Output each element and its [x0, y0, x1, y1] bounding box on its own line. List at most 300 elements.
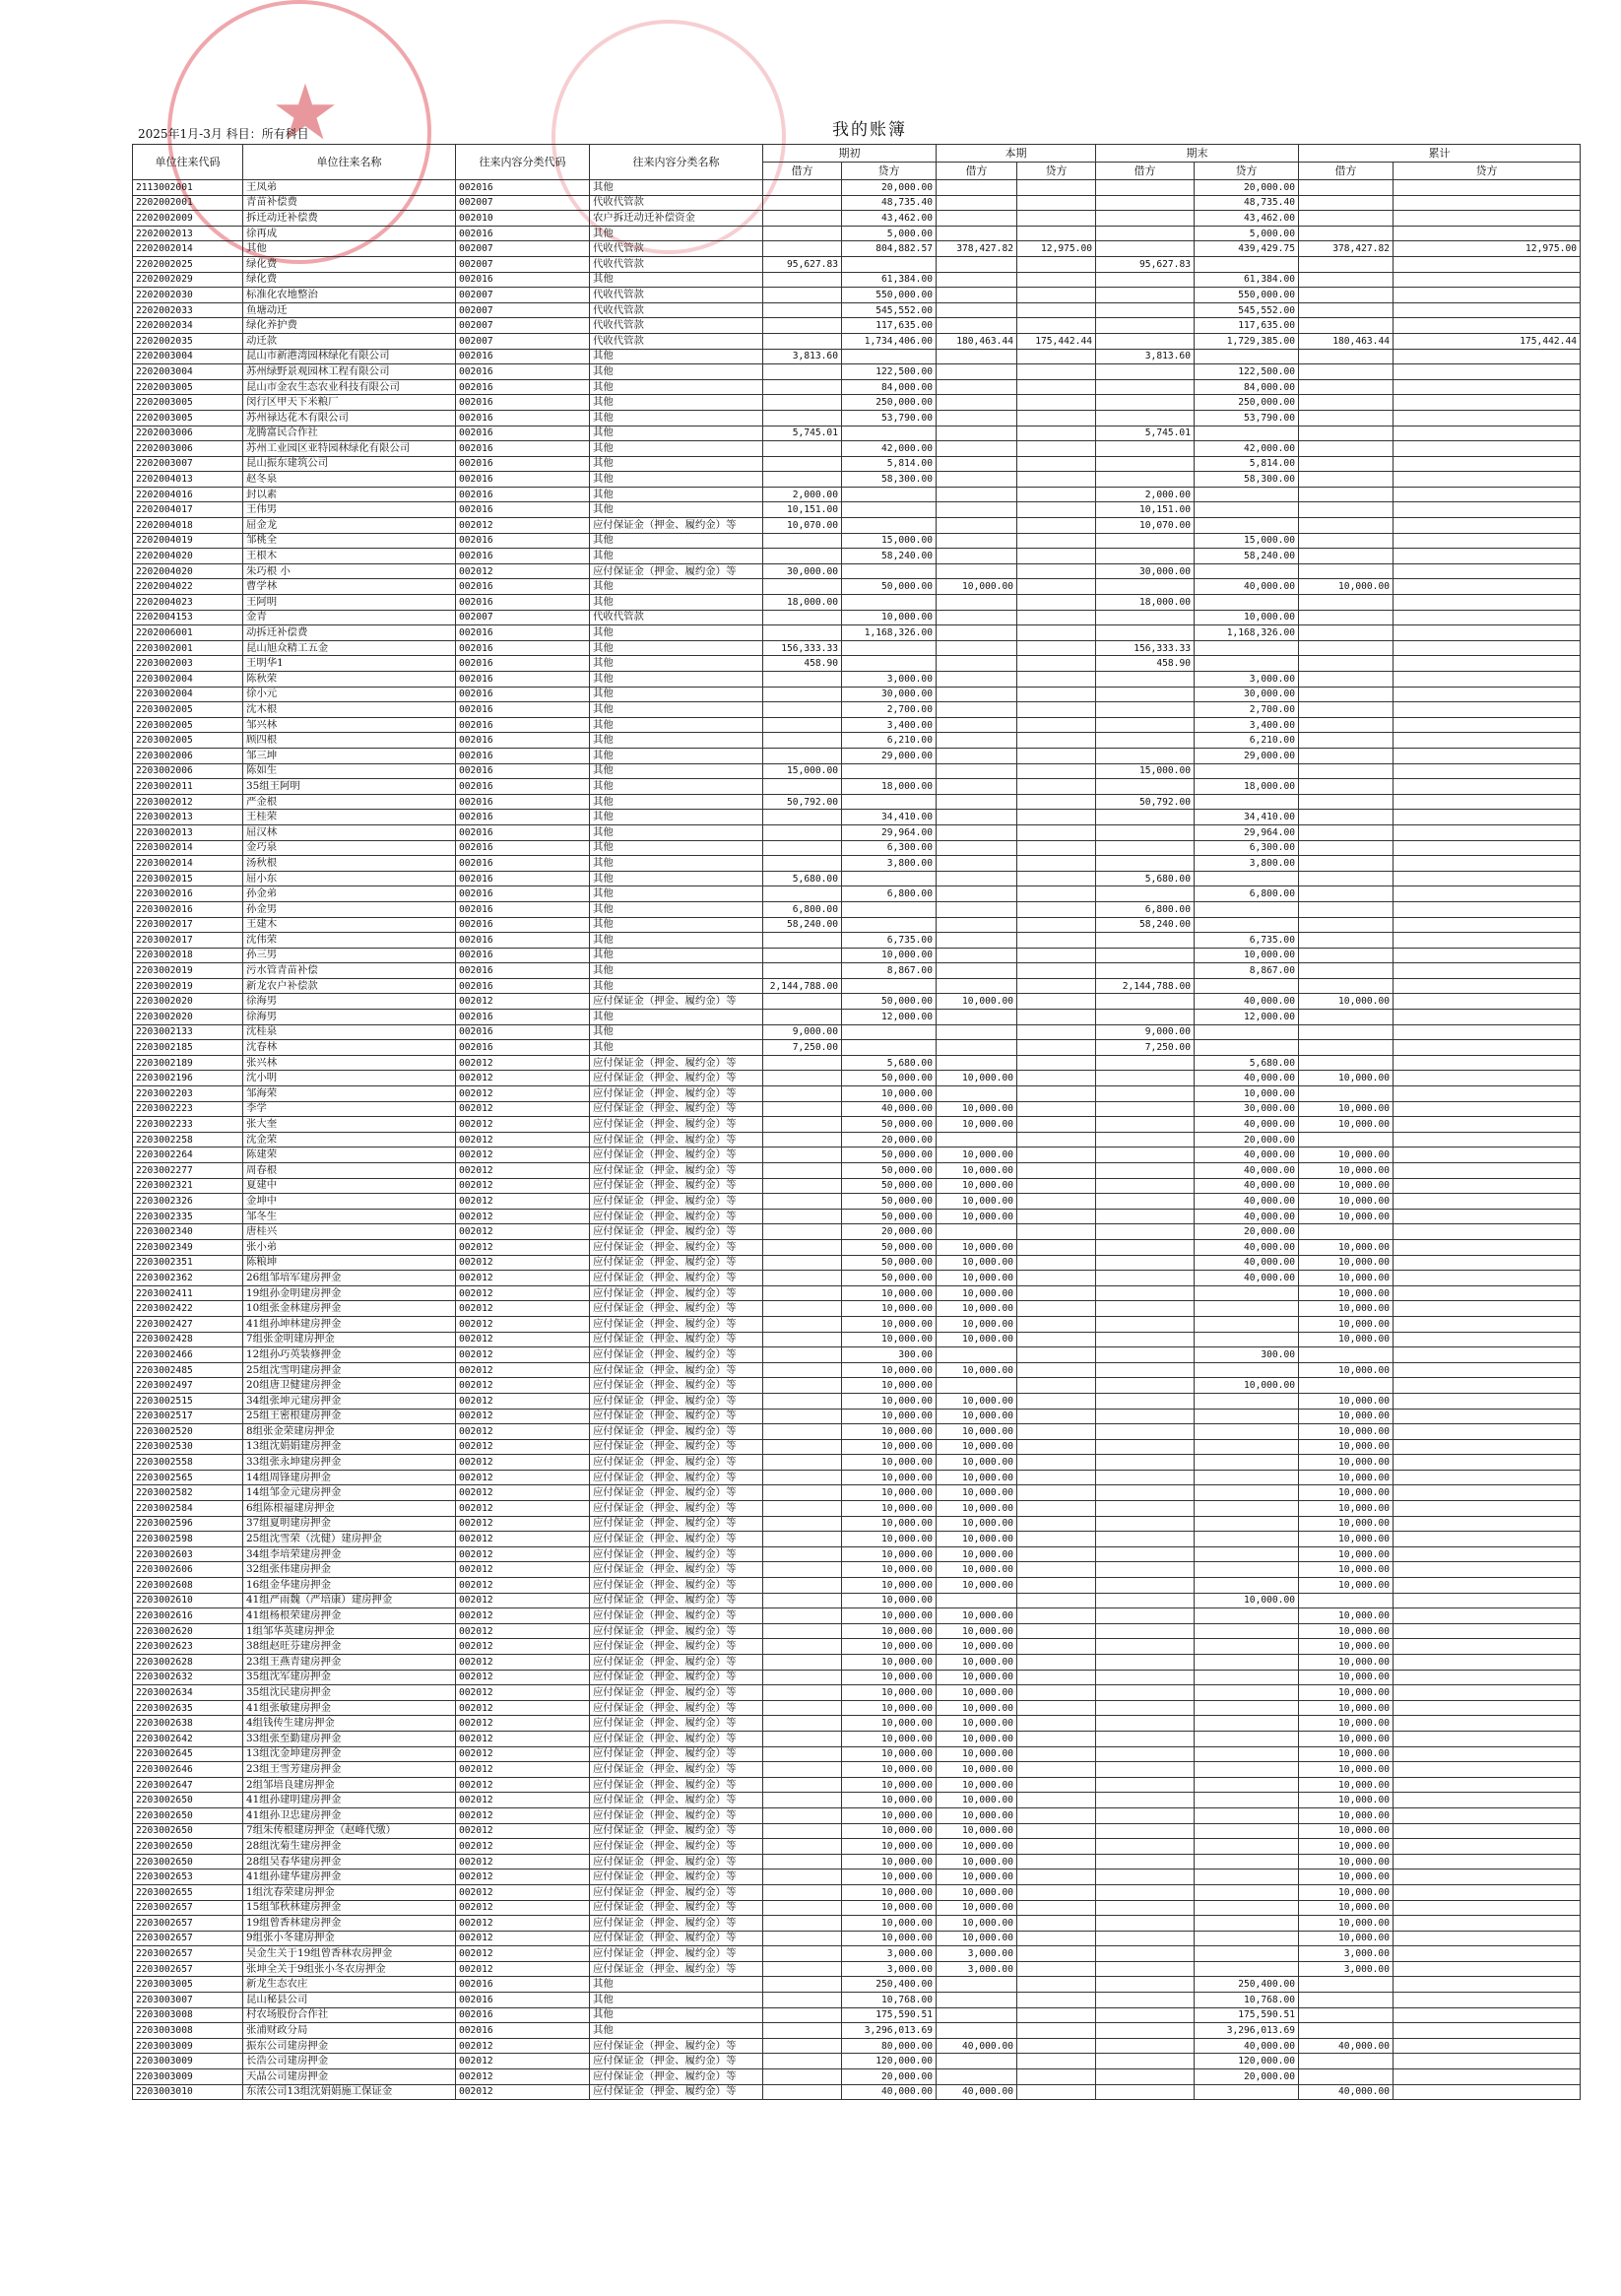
cumulative-debit-cell — [1299, 395, 1394, 411]
cumulative-debit-cell: 10,000.00 — [1299, 1546, 1394, 1562]
opening-debit-cell: 5,680.00 — [763, 871, 842, 886]
table-row — [133, 1117, 1581, 1133]
unit-code-cell: 2203002340 — [133, 1224, 243, 1240]
current-credit-cell — [1017, 2007, 1096, 2023]
opening-credit-cell: 53,790.00 — [842, 410, 937, 426]
unit-code-cell: 2203002015 — [133, 871, 243, 886]
table-row — [133, 702, 1581, 718]
closing-credit-cell: 439,429.75 — [1195, 241, 1299, 257]
category-name-cell: 其他 — [590, 978, 763, 994]
cumulative-debit-cell — [1299, 563, 1394, 579]
category-code-cell: 002012 — [456, 1900, 590, 1916]
unit-code-cell: 2203002011 — [133, 779, 243, 795]
opening-credit-cell: 10,000.00 — [842, 1900, 937, 1916]
unit-code-cell: 2203003009 — [133, 2069, 243, 2085]
unit-name-cell: 4组钱传生建房押金 — [243, 1716, 456, 1732]
current-credit-cell — [1017, 1562, 1096, 1578]
unit-name-cell: 沈金荣 — [243, 1132, 456, 1148]
current-credit-cell — [1017, 1993, 1096, 2008]
table-row — [133, 563, 1581, 579]
current-debit-cell: 10,000.00 — [937, 1546, 1017, 1562]
unit-name-cell: 苏州禄达花木有限公司 — [243, 410, 456, 426]
category-code-cell: 002016 — [456, 702, 590, 718]
unit-code-cell: 2203002335 — [133, 1209, 243, 1224]
closing-debit-cell — [1096, 1378, 1195, 1394]
cumulative-debit-cell: 10,000.00 — [1299, 1178, 1394, 1194]
current-credit-cell — [1017, 1148, 1096, 1163]
cumulative-debit-cell: 10,000.00 — [1299, 1716, 1394, 1732]
opening-debit-cell — [763, 379, 842, 395]
unit-name-cell: 沈木根 — [243, 702, 456, 718]
unit-name-cell: 33组张永坤建房押金 — [243, 1455, 456, 1471]
opening-credit-cell: 10,000.00 — [842, 1793, 937, 1808]
current-credit-cell — [1017, 1823, 1096, 1839]
table-row — [133, 672, 1581, 688]
category-name-cell: 应付保证金（押金、履约金）等 — [590, 1731, 763, 1746]
cumulative-credit-cell — [1394, 871, 1581, 886]
table-row — [133, 1194, 1581, 1210]
cumulative-debit-cell: 40,000.00 — [1299, 2038, 1394, 2054]
category-code-cell: 002016 — [456, 502, 590, 518]
category-name-cell: 应付保证金（押金、履约金）等 — [590, 1055, 763, 1071]
current-credit-cell — [1017, 1977, 1096, 1993]
closing-credit-cell: 61,384.00 — [1195, 272, 1299, 288]
cumulative-credit-cell — [1394, 1746, 1581, 1762]
cumulative-debit-cell: 10,000.00 — [1299, 1117, 1394, 1133]
opening-debit-cell — [763, 2038, 842, 2054]
current-credit-cell — [1017, 318, 1096, 334]
category-code-cell: 002012 — [456, 994, 590, 1010]
unit-name-cell: 顾四根 — [243, 733, 456, 749]
current-credit-cell — [1017, 2023, 1096, 2039]
opening-credit-cell: 10,000.00 — [842, 1685, 937, 1701]
unit-name-cell: 7组张金明建房押金 — [243, 1332, 456, 1347]
closing-debit-cell — [1096, 1255, 1195, 1271]
opening-credit-cell: 80,000.00 — [842, 2038, 937, 2054]
opening-debit-cell — [763, 625, 842, 641]
category-name-cell: 代收代管款 — [590, 241, 763, 257]
opening-credit-cell: 50,000.00 — [842, 1255, 937, 1271]
current-debit-cell — [937, 702, 1017, 718]
cumulative-credit-cell — [1394, 794, 1581, 810]
closing-credit-cell: 58,300.00 — [1195, 472, 1299, 488]
opening-debit-cell — [763, 180, 842, 196]
opening-credit-cell: 10,000.00 — [842, 1762, 937, 1778]
category-name-cell: 其他 — [590, 441, 763, 457]
unit-code-cell: 2203002411 — [133, 1285, 243, 1301]
table-row — [133, 978, 1581, 994]
opening-credit-cell — [842, 978, 937, 994]
cumulative-debit-cell: 10,000.00 — [1299, 1777, 1394, 1793]
category-code-cell: 002016 — [456, 487, 590, 502]
category-code-cell: 002016 — [456, 180, 590, 196]
table-row — [133, 656, 1581, 672]
table-row — [133, 794, 1581, 810]
category-name-cell: 应付保证金（押金、履约金）等 — [590, 1332, 763, 1347]
current-credit-cell — [1017, 1285, 1096, 1301]
current-debit-cell — [937, 933, 1017, 949]
category-name-cell: 应付保证金（押金、履约金）等 — [590, 1132, 763, 1148]
table-row — [133, 1255, 1581, 1271]
table-row — [133, 948, 1581, 963]
ledger-table — [132, 144, 1581, 2100]
table-row — [133, 1532, 1581, 1547]
closing-debit-cell — [1096, 2069, 1195, 2085]
header-cumulative: 累计 — [1299, 145, 1581, 163]
cumulative-credit-cell — [1394, 717, 1581, 733]
category-name-cell: 代收代管款 — [590, 256, 763, 272]
category-name-cell: 其他 — [590, 656, 763, 672]
cumulative-credit-cell — [1394, 549, 1581, 564]
table-row — [133, 1608, 1581, 1624]
category-code-cell: 002012 — [456, 1455, 590, 1471]
category-code-cell: 002012 — [456, 1086, 590, 1102]
current-debit-cell — [937, 302, 1017, 318]
unit-name-cell: 闵行区甲天下米粮厂 — [243, 395, 456, 411]
cumulative-debit-cell — [1299, 502, 1394, 518]
closing-credit-cell: 6,210.00 — [1195, 733, 1299, 749]
closing-credit-cell: 5,680.00 — [1195, 1055, 1299, 1071]
current-credit-cell — [1017, 1055, 1096, 1071]
current-credit-cell — [1017, 1516, 1096, 1532]
current-credit-cell — [1017, 1793, 1096, 1808]
cumulative-debit-cell — [1299, 687, 1394, 702]
unit-code-cell: 2203002635 — [133, 1700, 243, 1716]
current-credit-cell — [1017, 963, 1096, 979]
opening-credit-cell: 20,000.00 — [842, 1132, 937, 1148]
current-debit-cell: 10,000.00 — [937, 1532, 1017, 1547]
category-code-cell: 002016 — [456, 871, 590, 886]
cumulative-credit-cell — [1394, 1178, 1581, 1194]
current-debit-cell — [937, 441, 1017, 457]
unit-name-cell: 封以素 — [243, 487, 456, 502]
unit-code-cell: 2203002634 — [133, 1685, 243, 1701]
opening-debit-cell — [763, 1424, 842, 1440]
unit-code-cell: 2202002014 — [133, 241, 243, 257]
category-name-cell: 代收代管款 — [590, 318, 763, 334]
category-name-cell: 其他 — [590, 917, 763, 933]
category-name-cell: 应付保证金（押金、履约金）等 — [590, 1071, 763, 1086]
table-row — [133, 288, 1581, 303]
unit-code-cell: 2203002596 — [133, 1516, 243, 1532]
closing-credit-cell: 20,000.00 — [1195, 180, 1299, 196]
category-name-cell: 其他 — [590, 349, 763, 364]
closing-debit-cell — [1096, 1485, 1195, 1501]
current-debit-cell: 3,000.00 — [937, 1946, 1017, 1962]
table-row — [133, 687, 1581, 702]
closing-debit-cell — [1096, 395, 1195, 411]
unit-name-cell: 15组邹秋林建房押金 — [243, 1900, 456, 1916]
unit-name-cell: 昆山市金农生态农业科技有限公司 — [243, 379, 456, 395]
closing-debit-cell: 10,151.00 — [1096, 502, 1195, 518]
table-row — [133, 1655, 1581, 1671]
current-debit-cell — [937, 672, 1017, 688]
closing-credit-cell: 40,000.00 — [1195, 1071, 1299, 1086]
opening-credit-cell — [842, 871, 937, 886]
unit-code-cell: 2203002005 — [133, 717, 243, 733]
header-credit: 贷方 — [1195, 163, 1299, 180]
category-name-cell: 应付保证金（押金、履约金）等 — [590, 1961, 763, 1977]
opening-credit-cell: 10,000.00 — [842, 1807, 937, 1823]
unit-code-cell: 2203002258 — [133, 1132, 243, 1148]
category-code-cell: 002010 — [456, 211, 590, 227]
current-credit-cell — [1017, 1255, 1096, 1271]
category-name-cell: 应付保证金（押金、履约金）等 — [590, 1485, 763, 1501]
category-name-cell: 其他 — [590, 901, 763, 917]
category-name-cell: 其他 — [590, 702, 763, 718]
closing-debit-cell — [1096, 1424, 1195, 1440]
unit-name-cell: 沈伟荣 — [243, 933, 456, 949]
category-code-cell: 002007 — [456, 195, 590, 211]
table-row — [133, 256, 1581, 272]
opening-debit-cell — [763, 1485, 842, 1501]
category-name-cell: 应付保证金（押金、履约金）等 — [590, 1316, 763, 1332]
category-code-cell: 002016 — [456, 640, 590, 656]
cumulative-credit-cell — [1394, 1071, 1581, 1086]
closing-debit-cell — [1096, 1716, 1195, 1732]
opening-credit-cell: 10,000.00 — [842, 1086, 937, 1102]
current-debit-cell — [937, 717, 1017, 733]
unit-code-cell: 2202002030 — [133, 288, 243, 303]
unit-code-cell: 2202003006 — [133, 441, 243, 457]
unit-name-cell: 邹冬生 — [243, 1209, 456, 1224]
closing-credit-cell — [1195, 1884, 1299, 1900]
closing-credit-cell — [1195, 1470, 1299, 1485]
opening-credit-cell: 10,768.00 — [842, 1993, 937, 2008]
category-name-cell: 其他 — [590, 794, 763, 810]
cumulative-debit-cell — [1299, 256, 1394, 272]
cumulative-debit-cell — [1299, 288, 1394, 303]
unit-code-cell: 2203002223 — [133, 1101, 243, 1117]
current-debit-cell: 10,000.00 — [937, 1931, 1017, 1946]
category-code-cell: 002016 — [456, 779, 590, 795]
cumulative-debit-cell: 378,427.82 — [1299, 241, 1394, 257]
unit-name-cell: 37组夏明建房押金 — [243, 1516, 456, 1532]
category-code-cell: 002016 — [456, 1024, 590, 1040]
table-row — [133, 1516, 1581, 1532]
table-row — [133, 2023, 1581, 2039]
unit-code-cell: 2203002657 — [133, 1931, 243, 1946]
opening-credit-cell: 84,000.00 — [842, 379, 937, 395]
closing-debit-cell — [1096, 1455, 1195, 1471]
opening-credit-cell: 50,000.00 — [842, 1148, 937, 1163]
unit-code-cell: 2203002657 — [133, 1900, 243, 1916]
closing-credit-cell: 18,000.00 — [1195, 779, 1299, 795]
closing-debit-cell — [1096, 1807, 1195, 1823]
closing-debit-cell — [1096, 1931, 1195, 1946]
unit-code-cell: 2203002019 — [133, 978, 243, 994]
current-debit-cell — [937, 656, 1017, 672]
closing-debit-cell — [1096, 672, 1195, 688]
period-subject-line: 2025年1月-3月 科目：所有科目 — [138, 127, 309, 141]
closing-credit-cell — [1195, 1807, 1299, 1823]
category-name-cell: 应付保证金（押金、履约金）等 — [590, 1685, 763, 1701]
table-row — [133, 933, 1581, 949]
opening-debit-cell — [763, 994, 842, 1010]
cumulative-credit-cell — [1394, 395, 1581, 411]
cumulative-credit-cell — [1394, 1854, 1581, 1870]
category-code-cell: 002012 — [456, 1271, 590, 1286]
current-debit-cell: 10,000.00 — [937, 1731, 1017, 1746]
table-row — [133, 1086, 1581, 1102]
closing-debit-cell — [1096, 1685, 1195, 1701]
opening-debit-cell: 30,000.00 — [763, 563, 842, 579]
current-debit-cell: 10,000.00 — [937, 1501, 1017, 1517]
category-name-cell: 其他 — [590, 625, 763, 641]
table-row — [133, 840, 1581, 856]
table-row — [133, 1178, 1581, 1194]
closing-debit-cell — [1096, 1224, 1195, 1240]
unit-code-cell: 2203002003 — [133, 656, 243, 672]
unit-code-cell: 2203002005 — [133, 733, 243, 749]
category-name-cell: 其他 — [590, 487, 763, 502]
cumulative-debit-cell: 10,000.00 — [1299, 1793, 1394, 1808]
unit-code-cell: 2203002530 — [133, 1439, 243, 1455]
cumulative-credit-cell — [1394, 226, 1581, 241]
opening-debit-cell: 95,627.83 — [763, 256, 842, 272]
cumulative-debit-cell: 10,000.00 — [1299, 1501, 1394, 1517]
current-credit-cell — [1017, 595, 1096, 611]
current-credit-cell — [1017, 779, 1096, 795]
opening-debit-cell — [763, 687, 842, 702]
category-code-cell: 002016 — [456, 395, 590, 411]
unit-name-cell: 标准化农地整治 — [243, 288, 456, 303]
category-code-cell: 002016 — [456, 226, 590, 241]
unit-name-cell: 14组周锋建房押金 — [243, 1470, 456, 1485]
current-credit-cell — [1017, 180, 1096, 196]
category-name-cell: 其他 — [590, 748, 763, 763]
category-name-cell: 其他 — [590, 502, 763, 518]
current-debit-cell: 10,000.00 — [937, 1516, 1017, 1532]
opening-credit-cell: 10,000.00 — [842, 1746, 937, 1762]
closing-debit-cell — [1096, 1010, 1195, 1025]
cumulative-credit-cell — [1394, 1777, 1581, 1793]
opening-credit-cell: 10,000.00 — [842, 948, 937, 963]
closing-debit-cell — [1096, 963, 1195, 979]
current-debit-cell: 10,000.00 — [937, 1071, 1017, 1086]
current-debit-cell: 10,000.00 — [937, 1900, 1017, 1916]
category-code-cell: 002016 — [456, 840, 590, 856]
opening-debit-cell — [763, 702, 842, 718]
unit-code-cell: 2203002655 — [133, 1884, 243, 1900]
category-name-cell: 应付保证金（押金、履约金）等 — [590, 2038, 763, 2054]
closing-debit-cell — [1096, 1178, 1195, 1194]
unit-name-cell: 25组沈雪明建房押金 — [243, 1362, 456, 1378]
current-credit-cell — [1017, 1961, 1096, 1977]
category-code-cell: 002012 — [456, 563, 590, 579]
unit-name-cell: 昆山秘县公司 — [243, 1993, 456, 2008]
opening-debit-cell — [763, 1793, 842, 1808]
unit-code-cell: 2203002650 — [133, 1807, 243, 1823]
category-code-cell: 002012 — [456, 1332, 590, 1347]
opening-credit-cell: 6,800.00 — [842, 886, 937, 902]
current-credit-cell — [1017, 1884, 1096, 1900]
cumulative-debit-cell: 3,000.00 — [1299, 1946, 1394, 1962]
cumulative-debit-cell: 10,000.00 — [1299, 1639, 1394, 1655]
opening-credit-cell: 5,680.00 — [842, 1055, 937, 1071]
table-row — [133, 364, 1581, 380]
current-debit-cell — [937, 318, 1017, 334]
current-debit-cell — [937, 226, 1017, 241]
category-name-cell: 应付保证金（押金、履约金）等 — [590, 1670, 763, 1685]
opening-credit-cell — [842, 256, 937, 272]
table-row — [133, 994, 1581, 1010]
opening-debit-cell — [763, 672, 842, 688]
opening-debit-cell — [763, 1362, 842, 1378]
opening-debit-cell: 458.90 — [763, 656, 842, 672]
opening-debit-cell: 18,000.00 — [763, 595, 842, 611]
current-debit-cell — [937, 410, 1017, 426]
category-code-cell: 002016 — [456, 963, 590, 979]
cumulative-credit-cell — [1394, 364, 1581, 380]
cumulative-debit-cell — [1299, 180, 1394, 196]
category-code-cell: 002016 — [456, 272, 590, 288]
unit-name-cell: 污水管青苗补偿 — [243, 963, 456, 979]
opening-credit-cell: 61,384.00 — [842, 272, 937, 288]
current-credit-cell — [1017, 901, 1096, 917]
category-name-cell: 其他 — [590, 472, 763, 488]
opening-debit-cell: 10,151.00 — [763, 502, 842, 518]
cumulative-debit-cell — [1299, 1977, 1394, 1993]
category-name-cell: 应付保证金（押金、履约金）等 — [590, 1086, 763, 1102]
category-name-cell: 应付保证金（押金、履约金）等 — [590, 563, 763, 579]
category-name-cell: 其他 — [590, 456, 763, 472]
unit-name-cell: 王凤弟 — [243, 180, 456, 196]
current-credit-cell — [1017, 549, 1096, 564]
unit-code-cell: 2203002013 — [133, 824, 243, 840]
current-credit-cell — [1017, 256, 1096, 272]
cumulative-credit-cell — [1394, 1409, 1581, 1424]
category-name-cell: 其他 — [590, 226, 763, 241]
opening-debit-cell — [763, 1623, 842, 1639]
unit-code-cell: 2203002196 — [133, 1071, 243, 1086]
unit-name-cell: 孙金男 — [243, 901, 456, 917]
cumulative-debit-cell — [1299, 2069, 1394, 2085]
cumulative-debit-cell: 10,000.00 — [1299, 579, 1394, 595]
table-row — [133, 1578, 1581, 1594]
cumulative-debit-cell — [1299, 886, 1394, 902]
current-credit-cell — [1017, 1040, 1096, 1056]
unit-code-cell: 2203002018 — [133, 948, 243, 963]
opening-debit-cell — [763, 1086, 842, 1102]
opening-debit-cell — [763, 1731, 842, 1746]
unit-code-cell: 2202004020 — [133, 549, 243, 564]
opening-debit-cell — [763, 2023, 842, 2039]
category-code-cell: 002016 — [456, 472, 590, 488]
current-credit-cell — [1017, 302, 1096, 318]
cumulative-credit-cell — [1394, 1546, 1581, 1562]
unit-name-cell: 王阿明 — [243, 595, 456, 611]
cumulative-credit-cell — [1394, 963, 1581, 979]
opening-credit-cell: 545,552.00 — [842, 302, 937, 318]
category-name-cell: 应付保证金（押金、履约金）等 — [590, 518, 763, 534]
opening-debit-cell — [763, 1516, 842, 1532]
opening-credit-cell: 10,000.00 — [842, 1424, 937, 1440]
unit-code-cell: 2202004020 — [133, 563, 243, 579]
opening-debit-cell — [763, 1854, 842, 1870]
table-row — [133, 1209, 1581, 1224]
opening-credit-cell: 50,000.00 — [842, 1178, 937, 1194]
category-name-cell: 应付保证金（押金、履约金）等 — [590, 2084, 763, 2100]
cumulative-debit-cell — [1299, 1086, 1394, 1102]
table-row — [133, 1546, 1581, 1562]
closing-credit-cell — [1195, 1040, 1299, 1056]
closing-credit-cell: 3,296,013.69 — [1195, 2023, 1299, 2039]
closing-credit-cell: 40,000.00 — [1195, 1117, 1299, 1133]
current-credit-cell — [1017, 810, 1096, 825]
unit-code-cell: 2203002653 — [133, 1870, 243, 1885]
category-code-cell: 002016 — [456, 533, 590, 549]
